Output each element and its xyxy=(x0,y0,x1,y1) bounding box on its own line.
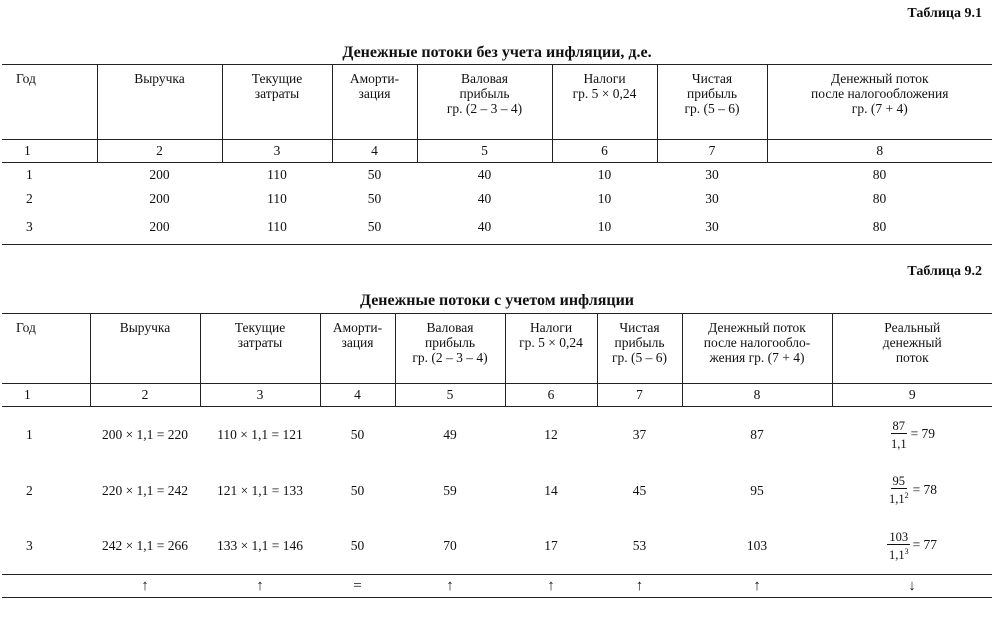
table2-header-7-line: Чистая xyxy=(619,320,660,335)
table1-header-2-line: Выручка xyxy=(134,71,185,86)
table2-column-number: 9 xyxy=(832,384,992,407)
table2-header-8 xyxy=(682,314,832,384)
table2-cell: 45 xyxy=(632,482,647,498)
table1-cell: 110 xyxy=(267,166,287,182)
table-row xyxy=(2,163,992,187)
table2-header-9-line: Реальный xyxy=(884,320,941,335)
table2-header-9-line: денежный xyxy=(882,335,942,350)
table2-header-1 xyxy=(2,314,90,384)
table2-cell: 220 × 1,1 = 242 xyxy=(101,482,189,498)
table2-header-8-line: Денежный поток xyxy=(708,320,806,335)
table1-header-7 xyxy=(657,65,767,140)
real-cash-flow-formula xyxy=(887,474,938,507)
table2-header-8-line: после налогообло- xyxy=(703,335,811,350)
real-cash-flow-formula xyxy=(887,530,938,563)
table1-column-number: 5 xyxy=(417,140,552,163)
table1-header-5-line: гр. (2 – 3 – 4) xyxy=(446,101,523,116)
table1-header-4-line: Аморти- xyxy=(349,71,400,86)
table2-header-4-line: Аморти- xyxy=(332,320,383,335)
table2-column-number: 4 xyxy=(320,384,395,407)
table2-cell: 59 xyxy=(443,482,457,498)
table1-cell: 110 xyxy=(222,211,332,245)
table1-column-number: 7 xyxy=(657,140,767,163)
table2-cell: 1 xyxy=(26,426,33,442)
table1-column-number: 1 xyxy=(2,140,97,163)
table1-header-1 xyxy=(2,65,97,140)
table2-header-2-line: Выручка xyxy=(119,320,171,335)
table2-header-5 xyxy=(395,314,505,384)
denominator-base: 1,1 xyxy=(888,492,905,507)
table1-header-7-line: гр. (5 – 6) xyxy=(684,101,740,116)
table1-cell: 80 xyxy=(872,190,887,206)
fraction-numerator: 87 xyxy=(892,418,905,433)
fraction xyxy=(887,530,911,562)
table2-cell: 110 × 1,1 = 121 xyxy=(217,426,303,442)
table2-cell: 103 xyxy=(746,538,768,554)
table-row xyxy=(2,211,992,245)
real-cash-flow-cell xyxy=(832,463,992,519)
table-row xyxy=(2,519,992,575)
table1-cell: 40 xyxy=(477,190,492,206)
table1-column-number: 6 xyxy=(552,140,657,163)
table2-header-8-line: жения гр. (7 + 4) xyxy=(709,350,805,365)
table1-header-5 xyxy=(417,65,552,140)
fraction xyxy=(889,419,909,451)
table2-column-number: 3 xyxy=(200,384,320,407)
trend-arrow: ↓ xyxy=(832,575,992,598)
table2-column-number: 5 xyxy=(395,384,505,407)
table-row xyxy=(2,407,992,463)
table1-header-1-line: Год xyxy=(16,71,36,86)
table2-header-5-line: Валовая xyxy=(426,320,474,335)
table2-header-3-line: затраты xyxy=(237,335,283,350)
table1-cell: 10 xyxy=(597,166,612,182)
table1-cell: 2 xyxy=(26,190,33,206)
fraction-numerator: 103 xyxy=(889,530,909,545)
table1-cell: 10 xyxy=(552,211,657,245)
table2-header-4-line: зация xyxy=(341,335,374,350)
table1-cell: 200 xyxy=(149,166,170,182)
table2-cell: 53 xyxy=(632,538,647,554)
denominator-exponent: 3 xyxy=(904,547,909,557)
table1-header-3 xyxy=(222,65,332,140)
table1-header-7-line: прибыль xyxy=(686,86,738,101)
table-cash-flows-no-inflation xyxy=(2,64,992,245)
table1-column-number-row xyxy=(2,140,992,163)
table1-header-7-line: Чистая xyxy=(691,71,733,86)
fraction xyxy=(887,474,911,506)
table1-header-2 xyxy=(97,65,222,140)
table1-header-8-line: после налогообложения xyxy=(811,86,949,101)
table2-cell: 87 xyxy=(750,426,764,442)
fraction-denominator xyxy=(887,545,911,562)
real-cash-flow-formula xyxy=(889,418,936,451)
table2-header-6-line: Налоги xyxy=(529,320,573,335)
table1-header-3-line: Текущие xyxy=(251,71,303,86)
table2-header-3-line: Текущие xyxy=(234,320,286,335)
denominator-base: 1,1 xyxy=(888,548,905,563)
table2-cell: 70 xyxy=(443,538,457,554)
table1-cell: 50 xyxy=(367,166,382,182)
table2-cell: 121 × 1,1 = 133 xyxy=(216,482,304,498)
real-cash-flow-result: = 77 xyxy=(912,537,938,553)
table1-header-5-line: прибыль xyxy=(459,86,510,101)
table1-cell: 1 xyxy=(26,166,33,182)
fraction-denominator xyxy=(887,489,911,506)
trend-arrow: = xyxy=(320,575,395,598)
table2-column-number: 2 xyxy=(90,384,200,407)
real-cash-flow-result: = 79 xyxy=(910,425,936,441)
table1-cell: 50 xyxy=(367,190,382,206)
table2-column-number-row xyxy=(2,384,992,407)
table2-header-7-line: прибыль xyxy=(614,335,665,350)
table1-cell: 10 xyxy=(597,190,612,206)
table1-cell: 40 xyxy=(477,166,492,182)
table1-header-row xyxy=(2,65,992,140)
table1-cell: 200 xyxy=(149,190,170,206)
table2-header-6 xyxy=(505,314,597,384)
table1-header-8-line: гр. (7 + 4) xyxy=(851,101,908,116)
table1-cell: 200 xyxy=(97,211,222,245)
denominator-base: 1,1 xyxy=(890,436,907,451)
table-row xyxy=(2,187,992,211)
table1-header-6-line: гр. 5 × 0,24 xyxy=(572,86,637,101)
table1-header-6 xyxy=(552,65,657,140)
fraction-numerator: 95 xyxy=(892,474,905,489)
trend-arrow: ↑ xyxy=(395,575,505,598)
table2-cell: 50 xyxy=(350,426,365,442)
table2-header-7-line: гр. (5 – 6) xyxy=(611,350,668,365)
table2-cell: 3 xyxy=(26,538,33,554)
table2-header-9-line: поток xyxy=(895,350,929,365)
real-cash-flow-cell xyxy=(832,407,992,463)
table2-cell: 242 × 1,1 = 266 xyxy=(101,538,189,554)
table2-header-5-line: прибыль xyxy=(424,335,476,350)
trend-arrow-row xyxy=(2,575,992,598)
trend-arrow xyxy=(2,575,90,598)
table2-header-3 xyxy=(200,314,320,384)
table2-header-row xyxy=(2,314,992,384)
table2-column-number: 7 xyxy=(597,384,682,407)
table2-header-5-line: гр. (2 – 3 – 4) xyxy=(412,350,488,365)
table1-header-6-line: Налоги xyxy=(583,71,626,86)
table1-header-8-line: Денежный поток xyxy=(830,71,929,86)
table2-cell: 12 xyxy=(544,426,558,442)
table2-cell: 50 xyxy=(350,538,365,554)
table2-header-2 xyxy=(90,314,200,384)
table1-column-number: 3 xyxy=(222,140,332,163)
table-row xyxy=(2,463,992,519)
table1-header-3-line: затраты xyxy=(254,86,300,101)
trend-arrow: ↑ xyxy=(682,575,832,598)
table1-cell: 30 xyxy=(705,166,719,182)
table1-column-number: 8 xyxy=(767,140,992,163)
table2-column-number: 6 xyxy=(505,384,597,407)
table2-cell: 37 xyxy=(632,426,647,442)
table2-cell: 2 xyxy=(26,482,33,498)
table2-cell: 17 xyxy=(544,538,558,554)
table2-column-number: 1 xyxy=(2,384,90,407)
table1-header-5-line: Валовая xyxy=(461,71,508,86)
table1-cell: 3 xyxy=(2,211,97,245)
table2-title: Денежные потоки с учетом инфляции xyxy=(360,292,634,309)
table2-header-1-line: Год xyxy=(16,320,36,335)
table1-header-8 xyxy=(767,65,992,140)
table1-header-4-line: зация xyxy=(358,86,391,101)
trend-arrow: ↑ xyxy=(505,575,597,598)
table1-label: Таблица 9.1 xyxy=(907,6,982,21)
table1-column-number: 2 xyxy=(97,140,222,163)
table2-header-7 xyxy=(597,314,682,384)
table2-cell: 14 xyxy=(544,482,558,498)
table1-cell: 30 xyxy=(705,190,719,206)
table1-cell: 80 xyxy=(872,166,887,182)
table2-cell: 95 xyxy=(750,482,764,498)
table-cash-flows-with-inflation xyxy=(2,313,992,598)
real-cash-flow-result: = 78 xyxy=(912,481,938,497)
table2-cell: 133 × 1,1 = 146 xyxy=(216,538,304,554)
real-cash-flow-cell xyxy=(832,519,992,575)
table2-label: Таблица 9.2 xyxy=(907,264,982,279)
table2-cell: 49 xyxy=(443,426,457,442)
table1-cell: 80 xyxy=(767,211,992,245)
table1-cell: 110 xyxy=(267,190,287,206)
fraction-denominator xyxy=(889,434,909,451)
trend-arrow: ↑ xyxy=(200,575,320,598)
table2-header-6-line: гр. 5 × 0,24 xyxy=(519,335,583,350)
table2-header-9 xyxy=(832,314,992,384)
table1-title: Денежные потоки без учета инфляции, д.е. xyxy=(342,44,652,61)
table1-header-4 xyxy=(332,65,417,140)
trend-arrow: ↑ xyxy=(597,575,682,598)
table2-cell: 200 × 1,1 = 220 xyxy=(101,426,189,442)
table1-cell: 50 xyxy=(332,211,417,245)
table1-cell: 30 xyxy=(657,211,767,245)
table2-cell: 50 xyxy=(350,482,365,498)
table1-column-number: 4 xyxy=(332,140,417,163)
denominator-exponent: 2 xyxy=(904,491,909,501)
trend-arrow: ↑ xyxy=(90,575,200,598)
table2-column-number: 8 xyxy=(682,384,832,407)
table1-cell: 40 xyxy=(417,211,552,245)
table2-header-4 xyxy=(320,314,395,384)
